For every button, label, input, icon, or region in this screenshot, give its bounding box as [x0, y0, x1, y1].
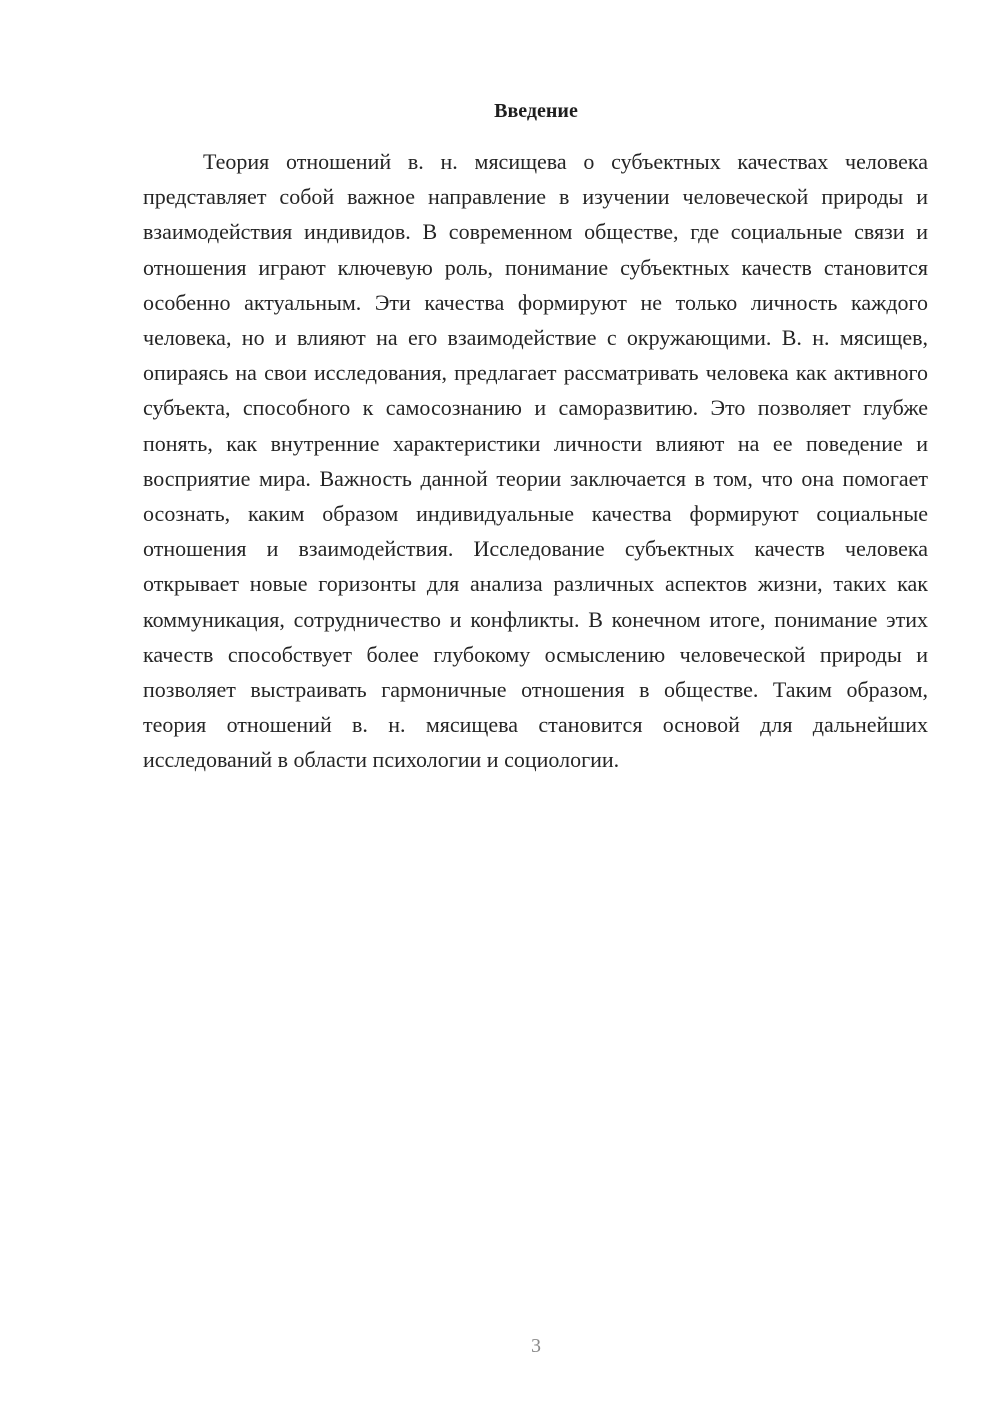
body-paragraph: Теория отношений в. н. мясищева о субъектных качествах человека представляет собой важное направление в изучении человеческой природы и взаимодействия индивидов. В современном обществе, где социальные связи и отношения играют ключевую роль, понимание субъектных качеств становится особенно актуальным. Эти качества формируют не только личность каждого человека, но и влияют на его взаимодействие с окружающими. В. н. мясищев, опираясь на свои исследования, предлагает рассматривать человека как активного субъекта, способного к самосознанию и саморазвитию. Это позволяет глубже понять, как внутренние характеристики личности влияют на ее поведение и восприятие мира. Важность данной теории заключается в том, что она помогает осознать, каким образом индивидуальные качества формируют социальные отношения и взаимодействия. Исследование субъектных качеств человека открывает новые горизонты для анализа различных аспектов жизни, таких как коммуникация, сотрудничество и конфликты. В конечном итоге, понимание этих качеств способствует более глубокому осмыслению человеческой природы и позволяет выстраивать гармоничные отношения в обществе. Таким образом, теория отношений в. н. мясищева становится основой для дальнейших исследований в области психологии и социологии.	[143, 149, 928, 773]
page-number: 3	[531, 1335, 541, 1357]
section-heading: Введение	[494, 100, 578, 122]
